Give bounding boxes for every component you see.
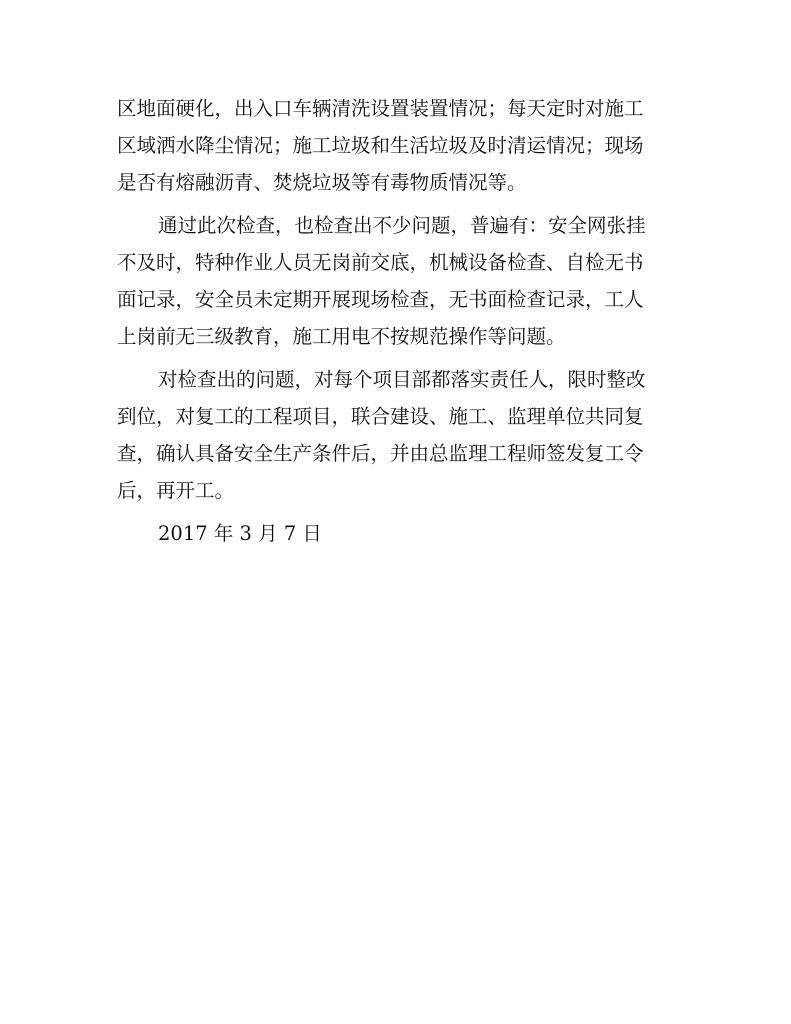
text-line: 到位，对复工的工程项目，联合建设、施工、监理单位共同复 xyxy=(117,405,644,428)
text-line: 区域洒水降尘情况；施工垃圾和生活垃圾及时清运情况；现场 xyxy=(117,134,644,157)
document-body xyxy=(117,90,683,552)
paragraph-rectification xyxy=(117,361,683,509)
paragraph-continued xyxy=(117,90,683,201)
paragraph-inspection-findings xyxy=(117,207,683,355)
date-line-container xyxy=(117,515,683,552)
text-line: 面记录，安全员未定期开展现场检查，无书面检查记录，工人 xyxy=(117,288,644,311)
text-line: 查，确认具备安全生产条件后，并由总监理工程师签发复工令 xyxy=(117,442,644,465)
text-line: 对检查出的问题，对每个项目部都落实责任人，限时整改 xyxy=(158,368,646,391)
text-line: 通过此次检查，也检查出不少问题，普遍有：安全网张挂 xyxy=(158,214,646,237)
document-date: 2017 年 3 月 7 日 xyxy=(158,522,322,545)
text-line: 区地面硬化，出入口车辆清洗设置装置情况；每天定时对施工 xyxy=(117,97,644,120)
text-line: 后，再开工。 xyxy=(117,479,235,502)
text-line: 上岗前无三级教育，施工用电不按规范操作等问题。 xyxy=(117,325,566,348)
text-line: 是否有熔融沥青、焚烧垃圾等有毒物质情况等。 xyxy=(117,171,527,194)
text-line: 不及时，特种作业人员无岗前交底，机械设备检查、自检无书 xyxy=(117,251,644,274)
